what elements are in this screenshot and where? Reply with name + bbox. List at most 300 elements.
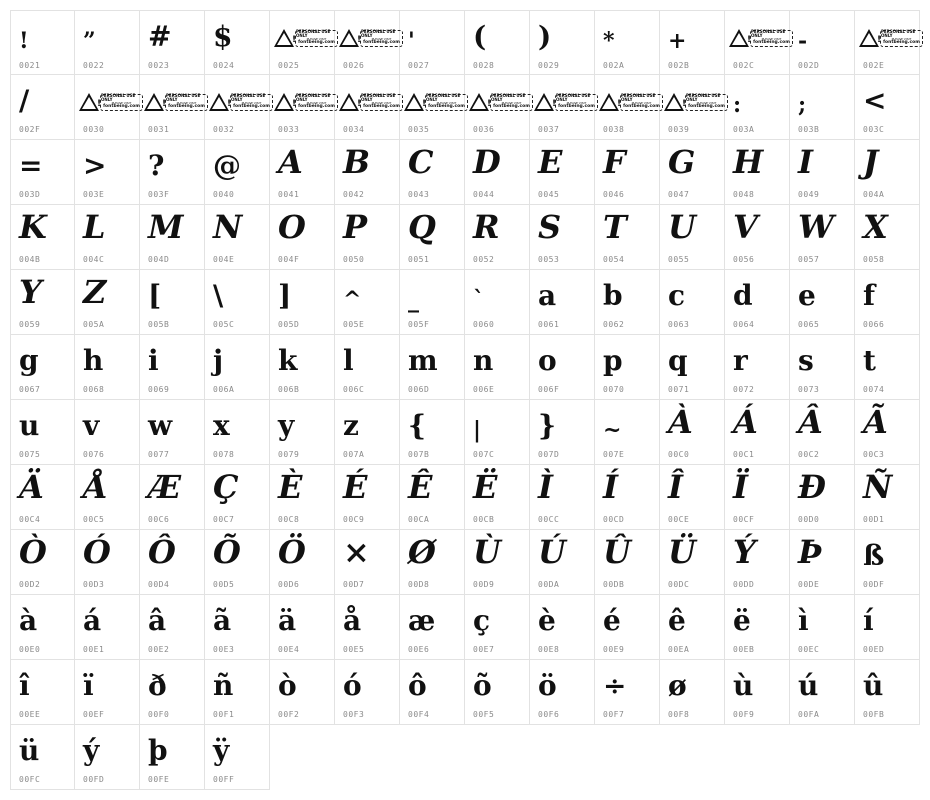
- glyph-code-label: 00F7: [603, 710, 625, 719]
- glyph-code-label: 00D0: [798, 515, 820, 524]
- glyph-preview: Â: [798, 403, 823, 441]
- glyph-cell-0062: [595, 270, 660, 335]
- glyph-preview: Æ: [148, 468, 182, 506]
- glyph-preview: p: [603, 344, 623, 377]
- glyph-code-label: 0025: [278, 61, 300, 70]
- glyph-cell-00E9: [595, 595, 660, 660]
- glyph-cell-0051: [400, 205, 465, 270]
- glyph-preview: í: [863, 604, 874, 637]
- glyph-cell-00D8: [400, 530, 465, 595]
- glyph-code-label: 0028: [473, 61, 495, 70]
- glyph-code-label: 00E1: [83, 645, 105, 654]
- glyph-code-label: 00D7: [343, 580, 365, 589]
- glyph-cell-00F5: [465, 660, 530, 725]
- glyph-code-label: 0033: [278, 125, 300, 134]
- badge-line-3: fontbeing.com: [493, 104, 530, 110]
- badge-line-3: fontbeing.com: [363, 40, 400, 46]
- glyph-cell-005B: [140, 270, 205, 335]
- glyph-preview: #: [148, 20, 172, 53]
- badge-line-2: PLEASE VISIT: [306, 101, 327, 106]
- glyph-preview: Ê: [408, 468, 433, 506]
- glyph-code-label: 0074: [863, 385, 885, 394]
- glyph-preview: Ñ: [863, 468, 893, 506]
- glyph-cell-004F: [270, 205, 335, 270]
- glyph-preview: C: [408, 143, 434, 181]
- glyph-code-label: 0073: [798, 385, 820, 394]
- glyph-code-label: 0034: [343, 125, 365, 134]
- badge-line-1: PERSONAL USE ONLY: [491, 93, 526, 103]
- glyph-cell-005F: [400, 270, 465, 335]
- glyph-code-label: 00D6: [278, 580, 300, 589]
- glyph-code-label: 006F: [538, 385, 560, 394]
- glyph-code-label: 00F9: [733, 710, 755, 719]
- glyph-preview: :: [733, 92, 742, 118]
- glyph-code-label: 00F2: [278, 710, 300, 719]
- glyph-cell-0024: [205, 10, 270, 75]
- badge-line-1: PERSONAL USE ONLY: [296, 93, 331, 103]
- glyph-cell-00F7: [595, 660, 660, 725]
- glyph-code-label: 00F6: [538, 710, 560, 719]
- glyph-cell-004E: [205, 205, 270, 270]
- glyph-preview: K: [19, 208, 47, 246]
- glyph-code-label: 00C6: [148, 515, 170, 524]
- glyph-preview: G: [668, 143, 696, 181]
- badge-line-3: fontbeing.com: [298, 40, 335, 46]
- glyph-preview: y: [278, 409, 295, 442]
- glyph-code-label: 00C1: [733, 450, 755, 459]
- glyph-preview: n: [473, 344, 494, 377]
- glyph-cell-0067: [10, 335, 75, 400]
- glyph-cell-006F: [530, 335, 595, 400]
- glyph-code-label: 004E: [213, 255, 235, 264]
- glyph-code-label: 00C0: [668, 450, 690, 459]
- personal-use-badge: [664, 91, 728, 113]
- glyph-preview: z: [343, 409, 359, 442]
- glyph-preview: ß: [863, 539, 885, 572]
- glyph-preview: @: [213, 149, 241, 182]
- glyph-cell-00E4: [270, 595, 335, 660]
- glyph-cell-0066: [855, 270, 920, 335]
- glyph-cell-00FC: [10, 725, 75, 790]
- warning-triangle-icon: !: [469, 93, 489, 111]
- glyph-preview: I: [798, 143, 813, 181]
- glyph-cell-00DC: [660, 530, 725, 595]
- glyph-cell-007D: [530, 400, 595, 465]
- glyph-code-label: 0027: [408, 61, 430, 70]
- glyph-preview: é: [603, 604, 621, 637]
- glyph-preview: Í: [603, 468, 618, 506]
- glyph-code-label: 00ED: [863, 645, 885, 654]
- glyph-code-label: 005A: [83, 320, 105, 329]
- glyph-code-label: 00DF: [863, 580, 885, 589]
- glyph-preview: Ò: [19, 533, 47, 571]
- glyph-code-label: 00FD: [83, 775, 105, 784]
- glyph-cell-007B: [400, 400, 465, 465]
- badge-line-2: PLEASE VISIT: [241, 101, 262, 106]
- glyph-preview: v: [83, 409, 100, 442]
- badge-text-box: [750, 30, 793, 47]
- glyph-cell-0079: [270, 400, 335, 465]
- glyph-cell-00D9: [465, 530, 530, 595]
- badge-line-2: PLEASE VISIT: [761, 37, 782, 42]
- glyph-cell-0036: [465, 75, 530, 140]
- glyph-preview: ù: [733, 669, 754, 702]
- glyph-cell-002E: [855, 10, 920, 75]
- glyph-cell-007E: [595, 400, 660, 465]
- glyph-cell-00C7: [205, 465, 270, 530]
- glyph-preview: a: [538, 279, 557, 312]
- glyph-preview: å: [343, 604, 362, 637]
- glyph-code-label: 004F: [278, 255, 300, 264]
- glyph-code-label: 00EF: [83, 710, 105, 719]
- badge-line-2: PLEASE VISIT: [371, 101, 392, 106]
- glyph-preview: ó: [343, 669, 362, 702]
- glyph-code-label: 00D9: [473, 580, 495, 589]
- glyph-code-label: 0044: [473, 190, 495, 199]
- glyph-code-label: 00E8: [538, 645, 560, 654]
- glyph-preview: ú: [798, 669, 819, 702]
- glyph-preview: !: [19, 28, 29, 54]
- glyph-preview: -: [798, 28, 808, 54]
- glyph-preview: f: [863, 279, 876, 312]
- glyph-cell-003C: [855, 75, 920, 140]
- glyph-preview: ;: [798, 92, 807, 118]
- glyph-preview: H: [733, 143, 764, 181]
- glyph-cell-003A: [725, 75, 790, 140]
- glyph-code-label: 0062: [603, 320, 625, 329]
- glyph-cell-0065: [790, 270, 855, 335]
- glyph-cell-00F8: [660, 660, 725, 725]
- glyph-preview: Î: [668, 468, 683, 506]
- glyph-cell-0063: [660, 270, 725, 335]
- glyph-preview: `: [473, 287, 484, 313]
- glyph-cell-00C1: [725, 400, 790, 465]
- glyph-cell-0061: [530, 270, 595, 335]
- personal-use-badge: [339, 27, 403, 49]
- glyph-code-label: 006D: [408, 385, 430, 394]
- glyph-code-label: 00CC: [538, 515, 560, 524]
- glyph-cell-00EB: [725, 595, 790, 660]
- glyph-preview: Ú: [538, 533, 566, 571]
- glyph-preview: ÿ: [213, 734, 230, 767]
- badge-line-2: PLEASE VISIT: [176, 101, 197, 106]
- glyph-preview: |: [473, 417, 482, 443]
- glyph-cell-00FA: [790, 660, 855, 725]
- glyph-cell-00E1: [75, 595, 140, 660]
- glyph-preview: S: [538, 208, 562, 246]
- glyph-cell-0041: [270, 140, 335, 205]
- glyph-cell-0071: [660, 335, 725, 400]
- badge-text-box: [295, 30, 338, 47]
- badge-line-1: PERSONAL USE ONLY: [166, 93, 201, 103]
- glyph-preview: Ï: [733, 468, 748, 506]
- badge-line-1: PERSONAL USE ONLY: [686, 93, 721, 103]
- glyph-cell-00DE: [790, 530, 855, 595]
- glyph-preview: h: [83, 344, 104, 377]
- glyph-preview: M: [148, 208, 184, 246]
- glyph-preview: ë: [733, 604, 751, 637]
- glyph-cell-00CB: [465, 465, 530, 530]
- glyph-code-label: 005F: [408, 320, 430, 329]
- glyph-code-label: 0029: [538, 61, 560, 70]
- glyph-preview: Ç: [213, 468, 239, 506]
- glyph-preview: ': [408, 28, 415, 54]
- glyph-preview: i: [148, 344, 159, 377]
- glyph-cell-0078: [205, 400, 270, 465]
- warning-triangle-icon: !: [729, 29, 749, 47]
- glyph-code-label: 004D: [148, 255, 170, 264]
- glyph-cell-00ED: [855, 595, 920, 660]
- glyph-code-label: 0050: [343, 255, 365, 264]
- badge-line-1: PERSONAL USE ONLY: [751, 29, 786, 39]
- glyph-cell-0035: [400, 75, 465, 140]
- glyph-code-label: 00E2: [148, 645, 170, 654]
- glyph-preview: [: [148, 279, 162, 312]
- badge-line-2: PLEASE VISIT: [501, 101, 522, 106]
- personal-use-badge: [859, 27, 923, 49]
- badge-line-3: fontbeing.com: [623, 104, 660, 110]
- badge-line-2: PLEASE VISIT: [696, 101, 717, 106]
- glyph-cell-00DB: [595, 530, 660, 595]
- glyph-cell-0033: [270, 75, 335, 140]
- glyph-preview: É: [343, 468, 368, 506]
- glyph-code-label: 0036: [473, 125, 495, 134]
- glyph-preview: N: [213, 208, 243, 246]
- glyph-cell-0070: [595, 335, 660, 400]
- badge-line-3: fontbeing.com: [298, 104, 335, 110]
- glyph-cell-0029: [530, 10, 595, 75]
- glyph-cell-0068: [75, 335, 140, 400]
- glyph-code-label: 00E3: [213, 645, 235, 654]
- glyph-cell-0049: [790, 140, 855, 205]
- glyph-preview: î: [19, 669, 30, 702]
- glyph-preview: ø: [668, 669, 687, 702]
- glyph-code-label: 00C2: [798, 450, 820, 459]
- glyph-preview: <: [863, 84, 887, 117]
- glyph-preview: $: [213, 20, 233, 53]
- badge-text-box: [360, 30, 403, 47]
- personal-use-badge: [274, 27, 338, 49]
- glyph-code-label: 00F5: [473, 710, 495, 719]
- glyph-code-label: 00CF: [733, 515, 755, 524]
- glyph-code-label: 00FC: [19, 775, 41, 784]
- personal-use-badge: [599, 91, 663, 113]
- glyph-cell-00E0: [10, 595, 75, 660]
- badge-line-3: fontbeing.com: [233, 104, 270, 110]
- glyph-cell-00CA: [400, 465, 465, 530]
- glyph-code-label: 00D8: [408, 580, 430, 589]
- glyph-preview: ê: [668, 604, 686, 637]
- glyph-preview: Á: [733, 403, 758, 441]
- glyph-cell-0032: [205, 75, 270, 140]
- glyph-code-label: 00C7: [213, 515, 235, 524]
- glyph-preview: ã: [213, 604, 232, 637]
- warning-triangle-icon: !: [599, 93, 619, 111]
- glyph-cell-006E: [465, 335, 530, 400]
- badge-line-3: fontbeing.com: [428, 104, 465, 110]
- glyph-cell-003D: [10, 140, 75, 205]
- glyph-code-label: 00F1: [213, 710, 235, 719]
- badge-line-1: PERSONAL USE ONLY: [101, 93, 136, 103]
- glyph-code-label: 00DA: [538, 580, 560, 589]
- glyph-cell-002B: [660, 10, 725, 75]
- glyph-cell-0052: [465, 205, 530, 270]
- glyph-cell-00E3: [205, 595, 270, 660]
- glyph-preview: Ì: [538, 468, 553, 506]
- glyph-code-label: 0069: [148, 385, 170, 394]
- glyph-preview: È: [278, 468, 303, 506]
- glyph-cell-00CF: [725, 465, 790, 530]
- glyph-preview: {: [408, 409, 427, 442]
- glyph-code-label: 005C: [213, 320, 235, 329]
- glyph-preview: Û: [603, 533, 631, 571]
- glyph-preview: Ô: [148, 533, 176, 571]
- badge-line-2: PLEASE VISIT: [371, 37, 392, 42]
- glyph-cell-0060: [465, 270, 530, 335]
- glyph-code-label: 007A: [343, 450, 365, 459]
- glyph-cell-005A: [75, 270, 140, 335]
- glyph-cell-0050: [335, 205, 400, 270]
- badge-line-3: fontbeing.com: [753, 40, 790, 46]
- badge-line-3: fontbeing.com: [168, 104, 205, 110]
- badge-line-2: PLEASE VISIT: [631, 101, 652, 106]
- glyph-code-label: 006B: [278, 385, 300, 394]
- glyph-preview: q: [668, 344, 688, 377]
- glyph-code-label: 00C9: [343, 515, 365, 524]
- glyph-code-label: 0067: [19, 385, 41, 394]
- glyph-cell-00FE: [140, 725, 205, 790]
- glyph-cell-00CC: [530, 465, 595, 530]
- glyph-code-label: 0058: [863, 255, 885, 264]
- glyph-preview: Ü: [668, 533, 696, 571]
- glyph-cell-00CE: [660, 465, 725, 530]
- glyph-preview: ): [538, 20, 552, 53]
- glyph-cell-004B: [10, 205, 75, 270]
- glyph-cell-004A: [855, 140, 920, 205]
- glyph-code-label: 003A: [733, 125, 755, 134]
- glyph-code-label: 0059: [19, 320, 41, 329]
- glyph-preview: _: [408, 287, 419, 313]
- glyph-cell-005E: [335, 270, 400, 335]
- glyph-code-label: 006A: [213, 385, 235, 394]
- glyph-cell-00C9: [335, 465, 400, 530]
- personal-use-badge: [274, 91, 338, 113]
- badge-text-box: [620, 94, 663, 111]
- glyph-preview: ö: [538, 669, 557, 702]
- glyph-code-label: 0022: [83, 61, 105, 70]
- glyph-cell-00DF: [855, 530, 920, 595]
- glyph-code-label: 00C5: [83, 515, 105, 524]
- glyph-cell-00EC: [790, 595, 855, 660]
- glyph-cell-00D3: [75, 530, 140, 595]
- glyph-cell-0040: [205, 140, 270, 205]
- glyph-preview: ô: [408, 669, 427, 702]
- glyph-code-label: 004C: [83, 255, 105, 264]
- glyph-code-label: 0024: [213, 61, 235, 70]
- glyph-code-label: 0041: [278, 190, 300, 199]
- glyph-code-label: 00DE: [798, 580, 820, 589]
- glyph-preview: >: [83, 149, 107, 182]
- glyph-code-label: 002F: [19, 125, 41, 134]
- glyph-preview: ×: [343, 533, 370, 571]
- badge-text-box: [295, 94, 338, 111]
- badge-line-2: PLEASE VISIT: [566, 101, 587, 106]
- glyph-cell-00F3: [335, 660, 400, 725]
- glyph-code-label: 0030: [83, 125, 105, 134]
- glyph-cell-0025: [270, 10, 335, 75]
- glyph-code-label: 0049: [798, 190, 820, 199]
- glyph-preview: Ë: [473, 468, 498, 506]
- glyph-cell-004D: [140, 205, 205, 270]
- glyph-preview: Y: [19, 273, 42, 311]
- glyph-code-label: 00D2: [19, 580, 41, 589]
- glyph-cell-0054: [595, 205, 660, 270]
- warning-triangle-icon: !: [859, 29, 879, 47]
- glyph-cell-0047: [660, 140, 725, 205]
- glyph-code-label: 0078: [213, 450, 235, 459]
- glyph-code-label: 005E: [343, 320, 365, 329]
- glyph-preview: T: [603, 208, 627, 246]
- glyph-cell-003B: [790, 75, 855, 140]
- warning-triangle-icon: !: [534, 93, 554, 111]
- glyph-preview: O: [278, 208, 306, 246]
- glyph-code-label: 0038: [603, 125, 625, 134]
- glyph-preview: þ: [148, 734, 168, 767]
- glyph-cell-00D2: [10, 530, 75, 595]
- personal-use-badge: [339, 91, 403, 113]
- glyph-code-label: 0057: [798, 255, 820, 264]
- badge-line-1: PERSONAL USE ONLY: [556, 93, 591, 103]
- glyph-code-label: 00FB: [863, 710, 885, 719]
- glyph-cell-0044: [465, 140, 530, 205]
- glyph-code-label: 0064: [733, 320, 755, 329]
- glyph-preview: c: [668, 279, 686, 312]
- glyph-code-label: 00F0: [148, 710, 170, 719]
- glyph-code-label: 0046: [603, 190, 625, 199]
- glyph-code-label: 00EC: [798, 645, 820, 654]
- glyph-preview: ä: [278, 604, 297, 637]
- glyph-code-label: 003E: [83, 190, 105, 199]
- glyph-preview: Q: [408, 208, 436, 246]
- badge-text-box: [425, 94, 468, 111]
- glyph-code-label: 00CE: [668, 515, 690, 524]
- glyph-code-label: 006C: [343, 385, 365, 394]
- glyph-code-label: 0040: [213, 190, 235, 199]
- glyph-cell-0055: [660, 205, 725, 270]
- glyph-preview: û: [863, 669, 884, 702]
- glyph-cell-00CD: [595, 465, 660, 530]
- glyph-cell-0027: [400, 10, 465, 75]
- badge-text-box: [685, 94, 728, 111]
- glyph-preview: à: [19, 604, 38, 637]
- glyph-cell-00C4: [10, 465, 75, 530]
- glyph-preview: j: [213, 344, 224, 377]
- glyph-preview: á: [83, 604, 102, 637]
- glyph-cell-007A: [335, 400, 400, 465]
- glyph-code-label: 004A: [863, 190, 885, 199]
- glyph-preview: ì: [798, 604, 809, 637]
- glyph-cell-00F9: [725, 660, 790, 725]
- glyph-code-label: 007B: [408, 450, 430, 459]
- glyph-cell-00FB: [855, 660, 920, 725]
- glyph-code-label: 00F8: [668, 710, 690, 719]
- glyph-preview: ü: [19, 734, 40, 767]
- glyph-preview: Ð: [798, 468, 826, 506]
- glyph-code-label: 00FF: [213, 775, 235, 784]
- glyph-code-label: 0039: [668, 125, 690, 134]
- glyph-cell-0045: [530, 140, 595, 205]
- glyph-code-label: 00C3: [863, 450, 885, 459]
